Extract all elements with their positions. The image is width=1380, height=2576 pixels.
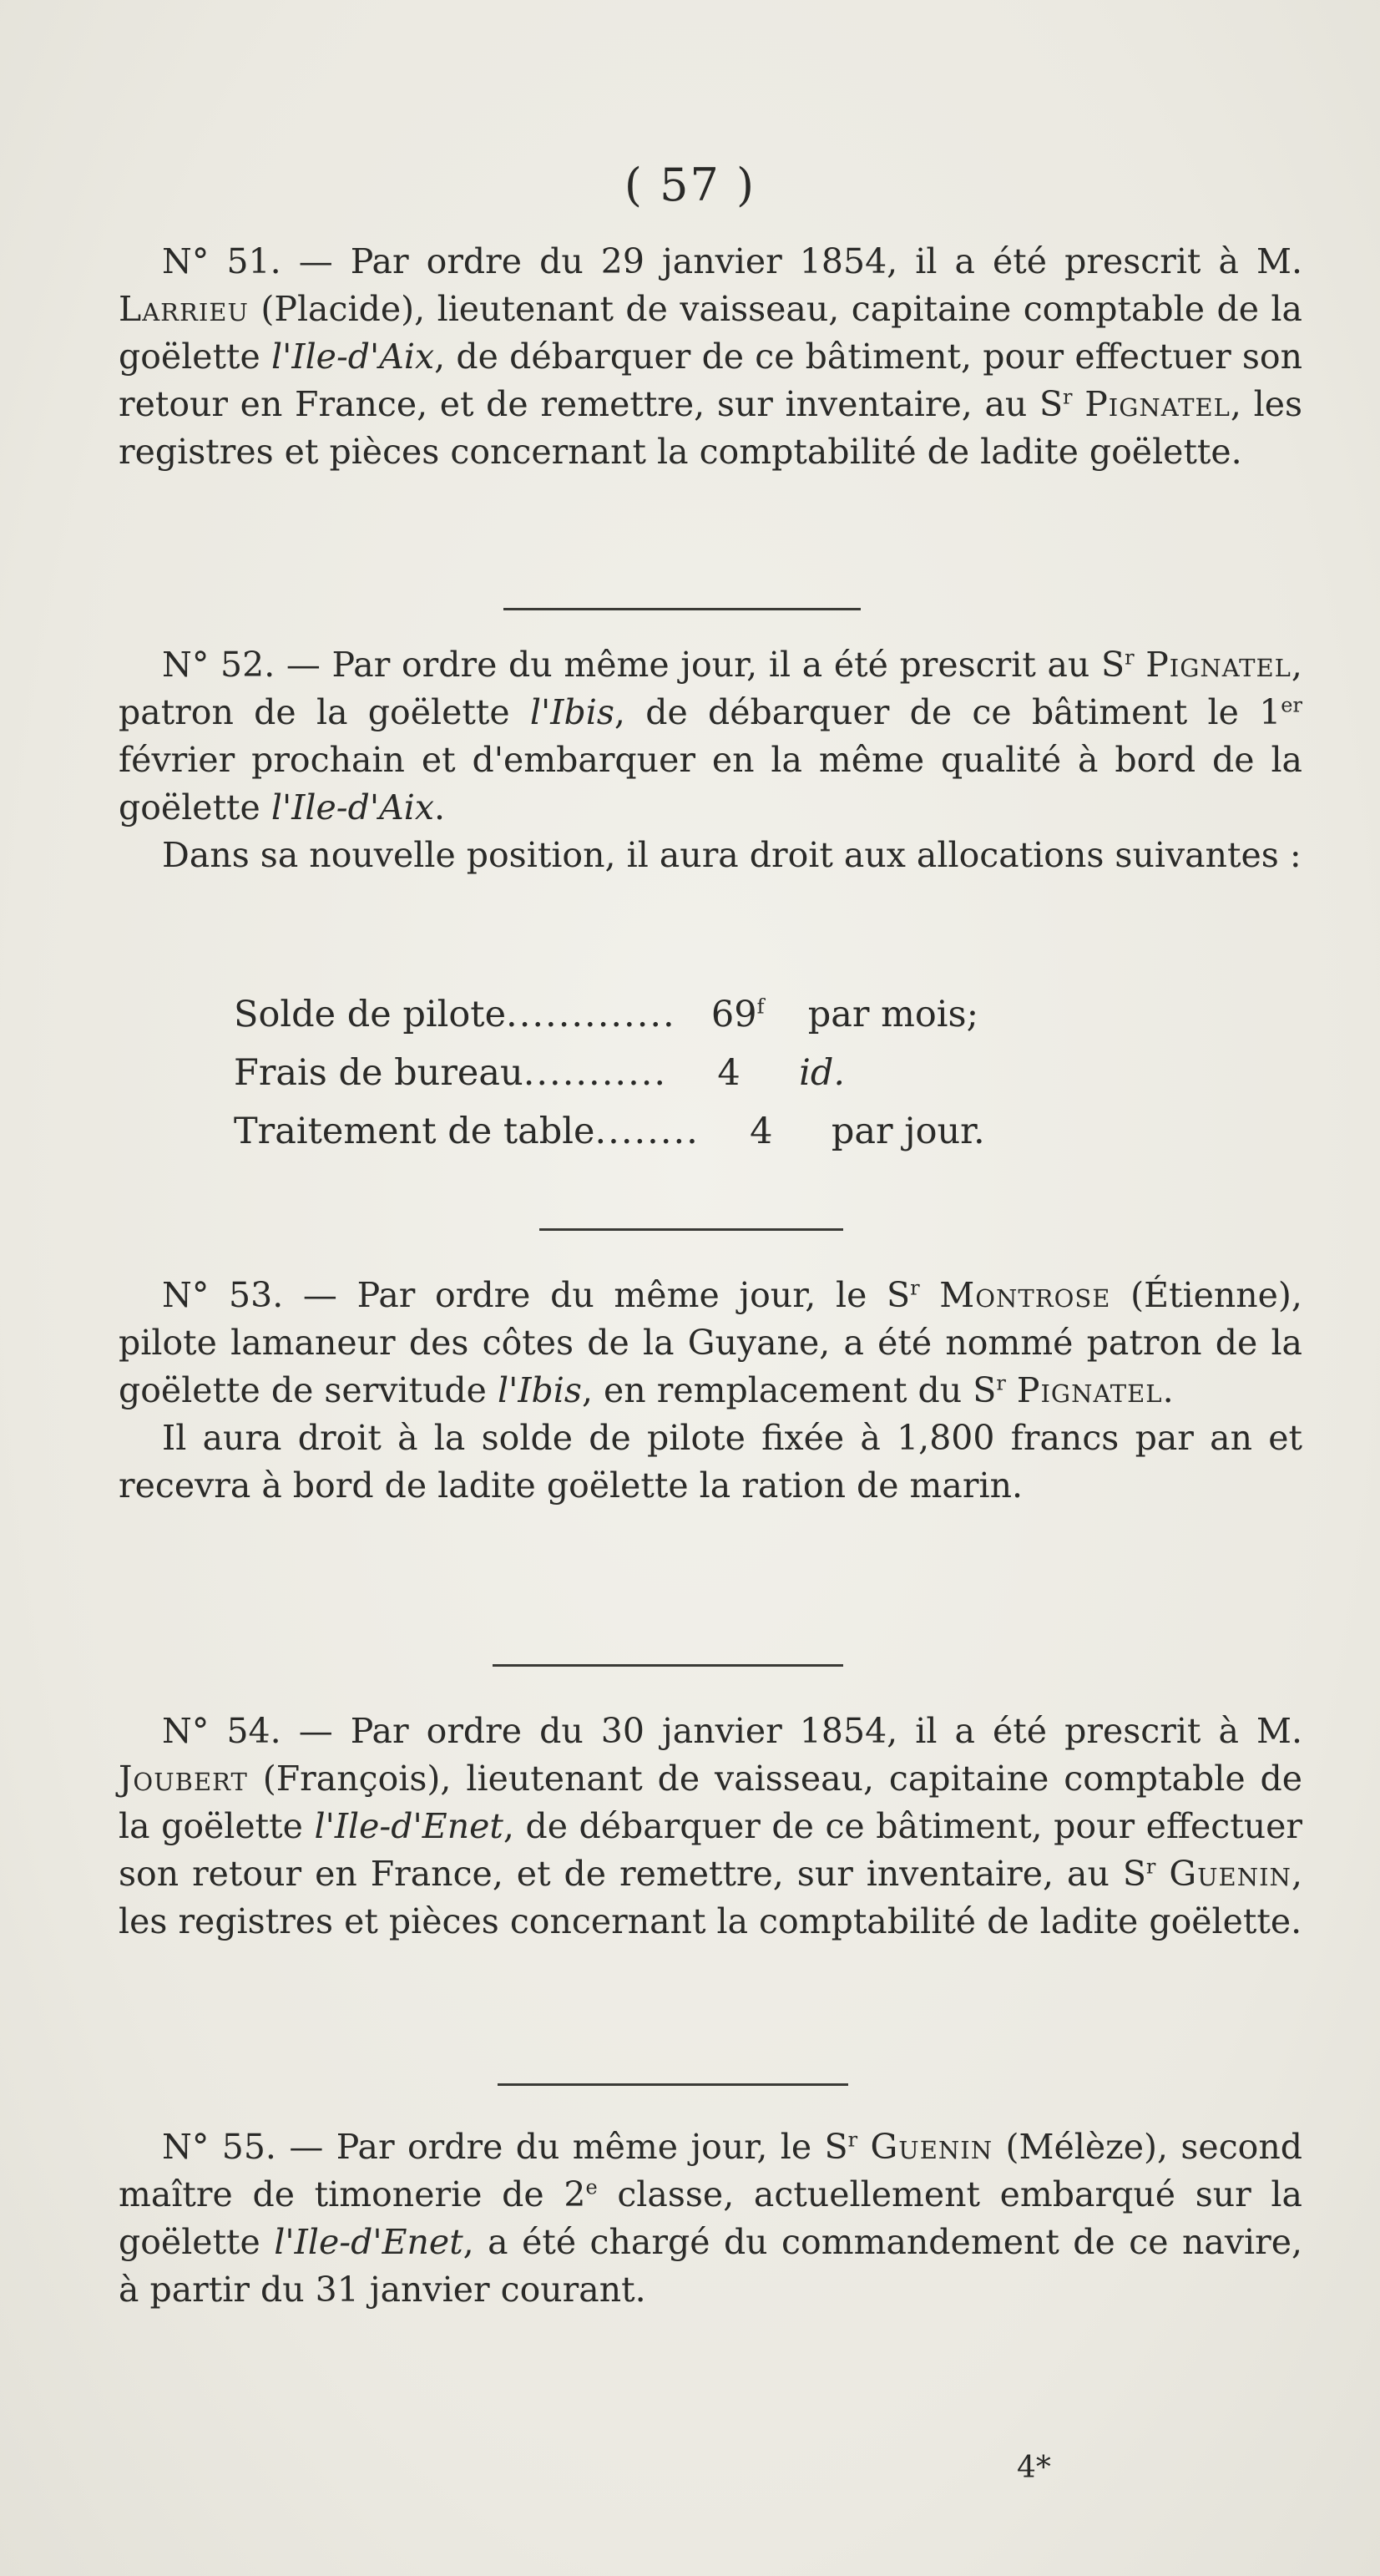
separator-rule xyxy=(539,1228,843,1231)
separator-rule xyxy=(498,2083,848,2086)
entry-paragraph xyxy=(119,1708,1302,1946)
entry-53 xyxy=(119,1272,1302,1510)
superscript: r xyxy=(996,1371,1006,1395)
allocation-label: Frais de bureau xyxy=(234,1052,523,1094)
text-run: (Mélèze), second maître de timonerie de 2 xyxy=(119,2127,1302,2214)
allocation-row xyxy=(234,1102,1185,1161)
text-run xyxy=(1006,1370,1017,1410)
text-run: — Par ordre du 30 janvier 1854, il a été prescrit à M. xyxy=(281,1711,1302,1751)
entry-paragraph xyxy=(119,641,1302,832)
text-run: , les registres et pièces concernant la comptabilité de ladite goëlette. xyxy=(119,384,1303,472)
person-name: Larrieu xyxy=(119,289,249,329)
text-run: — Par ordre du même jour, il a été prescrit au S xyxy=(275,645,1125,685)
allocation-unit: id. xyxy=(799,1052,846,1094)
entry-paragraph xyxy=(119,238,1302,476)
entry-paragraph xyxy=(119,2123,1302,2314)
allocation-row xyxy=(234,985,1185,1044)
text-run: — Par ordre du même jour, le S xyxy=(275,2127,848,2167)
text-run: (Placide), lieutenant de vaisseau, capitaine comptable de la goëlette xyxy=(119,289,1302,377)
text-run: — Par ordre du même jour, le S xyxy=(283,1275,911,1315)
allocation-leader-dots: ............. xyxy=(506,994,676,1035)
text-run: , de débarquer de ce bâtiment, pour effectuer son retour en France, et de remettre, sur inventaire, au S xyxy=(119,1806,1302,1894)
allocation-row xyxy=(234,1044,1185,1102)
allocation-label: Solde de pilote xyxy=(234,994,507,1035)
allocation-leader-dots: ........ xyxy=(594,1111,700,1152)
entry-number: N° 53. xyxy=(162,1275,284,1315)
superscript: er xyxy=(1281,693,1302,717)
person-name: Pignatel xyxy=(1145,645,1292,685)
superscript: r xyxy=(847,2128,858,2152)
text-run: , en remplacement du S xyxy=(581,1370,997,1410)
person-name: Montrose xyxy=(939,1275,1111,1315)
person-name: Pignatel xyxy=(1084,384,1231,424)
text-run xyxy=(857,2127,870,2167)
allocation-unit: par jour. xyxy=(831,1111,985,1152)
entry-51 xyxy=(119,238,1302,476)
text-run: (François), lieutenant de vaisseau, capitaine comptable de la goëlette xyxy=(119,1759,1302,1846)
text-run: , de débarquer de ce bâtiment, pour effectuer son retour en France, et de remettre, sur inventaire, au S xyxy=(119,337,1302,424)
text-run: (Étienne), pilote lamaneur des côtes de la Guyane, a été nommé patron de la goëlette de servitude xyxy=(119,1275,1302,1410)
amount-value: 69 xyxy=(710,994,757,1035)
text-run: , de débarquer de ce bâtiment le 1 xyxy=(614,692,1281,732)
ship-name: l'Ile-d'Aix xyxy=(270,787,434,827)
text-run: . xyxy=(434,787,446,827)
allocation-amount xyxy=(711,1102,811,1161)
amount-unit-sup: f xyxy=(756,994,765,1019)
ship-name: l'Ibis xyxy=(529,692,614,732)
text-run xyxy=(1073,384,1085,424)
text-run: — Par ordre du 29 janvier 1854, il a été prescrit à M. xyxy=(281,241,1302,281)
text-run xyxy=(920,1275,940,1315)
separator-rule xyxy=(503,608,861,610)
ship-name: l'Ibis xyxy=(497,1370,582,1410)
person-name: Guenin xyxy=(1169,1854,1292,1894)
entry-55 xyxy=(119,2123,1302,2314)
entry-number: N° 51. xyxy=(162,241,281,281)
ship-name: l'Ile-d'Enet xyxy=(314,1806,503,1846)
entry-continuation: Il aura droit à la solde de pilote fixée à 1,800 francs par an et recevra à bord de ladite goëlette la ration de marin. xyxy=(119,1418,1302,1506)
ship-name: l'Ile-d'Aix xyxy=(270,337,435,377)
entry-number: N° 55. xyxy=(162,2127,276,2167)
text-run: , a été chargé du commandement de ce navire, à partir du 31 janvier courant. xyxy=(119,2222,1302,2310)
entry-paragraph xyxy=(119,1272,1302,1415)
entry-number: N° 54. xyxy=(162,1711,281,1751)
allocation-label: Traitement de table xyxy=(234,1111,595,1152)
superscript: r xyxy=(1145,1855,1156,1879)
allocation-leader-dots: ........... xyxy=(523,1052,668,1094)
separator-rule xyxy=(493,1664,843,1667)
text-run: février prochain et d'embarquer en la même qualité à bord de la goëlette xyxy=(119,740,1302,827)
superscript: e xyxy=(585,2175,598,2199)
entry-52 xyxy=(119,641,1302,879)
person-name: Joubert xyxy=(119,1759,248,1799)
person-name: Guenin xyxy=(870,2127,993,2167)
text-run: classe, actuellement embarqué sur la goëlette xyxy=(119,2174,1302,2262)
text-run xyxy=(1135,645,1146,685)
entry-continuation: Dans sa nouvelle position, il aura droit aux allocations suivantes : xyxy=(162,835,1302,875)
page-number: ( 57 ) xyxy=(624,159,756,211)
text-run: , les registres et pièces concernant la comptabilité de ladite goëlette. xyxy=(119,1854,1302,1941)
signature-mark: 4* xyxy=(1017,2451,1051,2485)
allocations-list xyxy=(234,985,1185,1161)
superscript: r xyxy=(1125,645,1135,670)
ship-name: l'Ile-d'Enet xyxy=(274,2222,463,2262)
text-run xyxy=(1155,1854,1169,1894)
person-name: Pignatel xyxy=(1016,1370,1163,1410)
entry-54 xyxy=(119,1708,1302,1946)
allocation-amount xyxy=(679,1044,779,1102)
amount-value: 4 xyxy=(750,1111,773,1152)
text-run: . xyxy=(1162,1370,1174,1410)
allocation-unit: par mois; xyxy=(807,994,979,1035)
entry-number: N° 52. xyxy=(162,645,275,685)
allocation-amount xyxy=(688,985,788,1044)
amount-value: 4 xyxy=(717,1052,741,1094)
superscript: r xyxy=(910,1276,920,1300)
text-run: , patron de la goëlette xyxy=(119,645,1302,732)
superscript: r xyxy=(1063,385,1073,409)
